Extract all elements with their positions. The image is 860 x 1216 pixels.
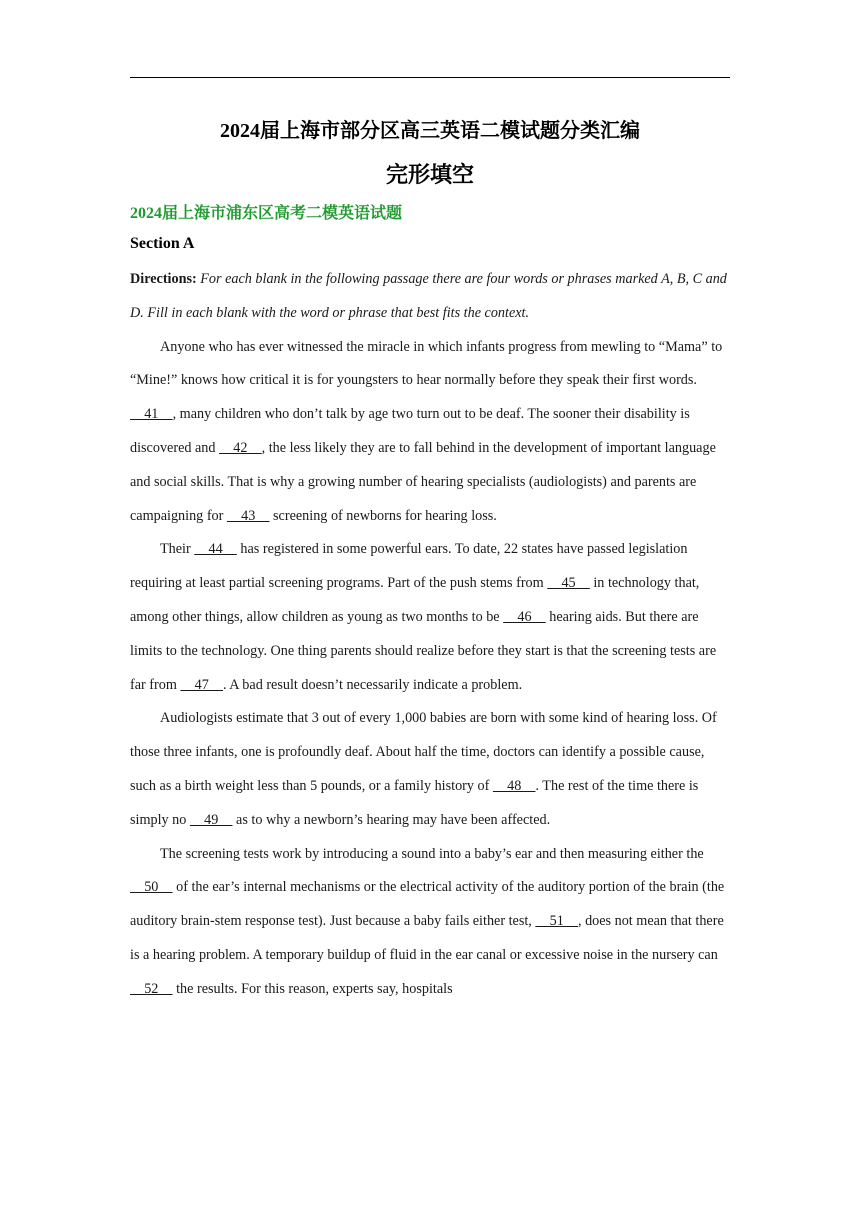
text-run: . The rest of the time there is simply no xyxy=(130,777,699,828)
document-subtitle: 完形填空 xyxy=(385,162,474,187)
exam-source-heading: 2024届上海市浦东区高考二模英语试题 xyxy=(130,205,403,222)
blank-50: 50 xyxy=(130,879,173,896)
text-run: , many children who don’t talk by age two turn out to be deaf. The sooner their disability is discovered and xyxy=(130,406,690,456)
text-run: of the ear’s internal mechanisms or the electrical activity of the auditory portion of the brain (the auditory brain-stem response test). Just because a baby fails either test, xyxy=(130,879,725,930)
text-run: Audiologists estimate that 3 out of every 1,000 babies are born with some kind of hearing loss. Of those three infants, one is profoundly deaf. About half the time, doctors can identify a possible cause, such as a birth weight less than 5 pounds, or a family history of xyxy=(130,710,717,794)
passage-body xyxy=(130,263,730,1007)
paragraph-2 xyxy=(130,533,730,702)
section-heading: Section A xyxy=(130,235,195,252)
directions xyxy=(130,263,730,331)
header-rule xyxy=(130,77,730,78)
text-run: in technology that, among other things, allow children as young as two months to be xyxy=(130,575,700,625)
blank-46: 46 xyxy=(503,608,546,625)
blank-51: 51 xyxy=(535,913,578,930)
directions-label: Directions: xyxy=(130,271,197,287)
text-run: has registered in some powerful ears. To date, 22 states have passed legislation requiring at least partial screening programs. Part of the push stems from xyxy=(130,541,688,592)
blank-42: 42 xyxy=(219,439,262,456)
text-run: , the less likely they are to fall behind in the development of important language and social skills. That is why a growing number of hearing specialists (audiologists) and parents are campaigning for xyxy=(130,439,716,524)
paragraph-4 xyxy=(130,838,730,1007)
blank-49: 49 xyxy=(189,811,233,828)
text-run: Their xyxy=(160,541,195,558)
text-run: the results. For this reason, experts say, hospitals xyxy=(172,980,453,997)
blank-41: 41 xyxy=(130,406,173,423)
blank-47: 47 xyxy=(180,676,223,693)
blank-43: 43 xyxy=(226,507,270,524)
paragraph-3 xyxy=(130,702,730,837)
blank-52: 52 xyxy=(130,980,173,997)
text-run: hearing aids. But there are limits to the technology. One thing parents should realize before they start is that the screening tests are far from xyxy=(130,608,717,693)
blank-48: 48 xyxy=(492,777,536,794)
directions-text: For each blank in the following passage there are four words or phrases marked A, B, C and D. Fill in each blank with the word or phrase that best fits the context. xyxy=(130,271,727,321)
text-run: Anyone who has ever witnessed the miracle in which infants progress from mewling to “Mama” to “Mine!” knows how critical it is for youngsters to hear normally before they speak their first words. xyxy=(130,338,723,389)
text-run: . A bad result doesn’t necessarily indicate a problem. xyxy=(222,676,523,693)
text-run: The screening tests work by introducing a sound into a baby’s ear and then measuring either the xyxy=(160,845,704,862)
blank-45: 45 xyxy=(547,575,590,592)
text-run: , does not mean that there is a hearing problem. A temporary buildup of fluid in the ear canal or excessive noise in the nursery can xyxy=(130,913,724,963)
text-run: screening of newborns for hearing loss. xyxy=(269,507,497,524)
text-run: as to why a newborn’s hearing may have been affected. xyxy=(232,811,551,828)
blank-44: 44 xyxy=(194,541,237,558)
document-title: 2024届上海市部分区高三英语二模试题分类汇编 xyxy=(220,120,640,142)
paragraph-1 xyxy=(130,331,730,534)
